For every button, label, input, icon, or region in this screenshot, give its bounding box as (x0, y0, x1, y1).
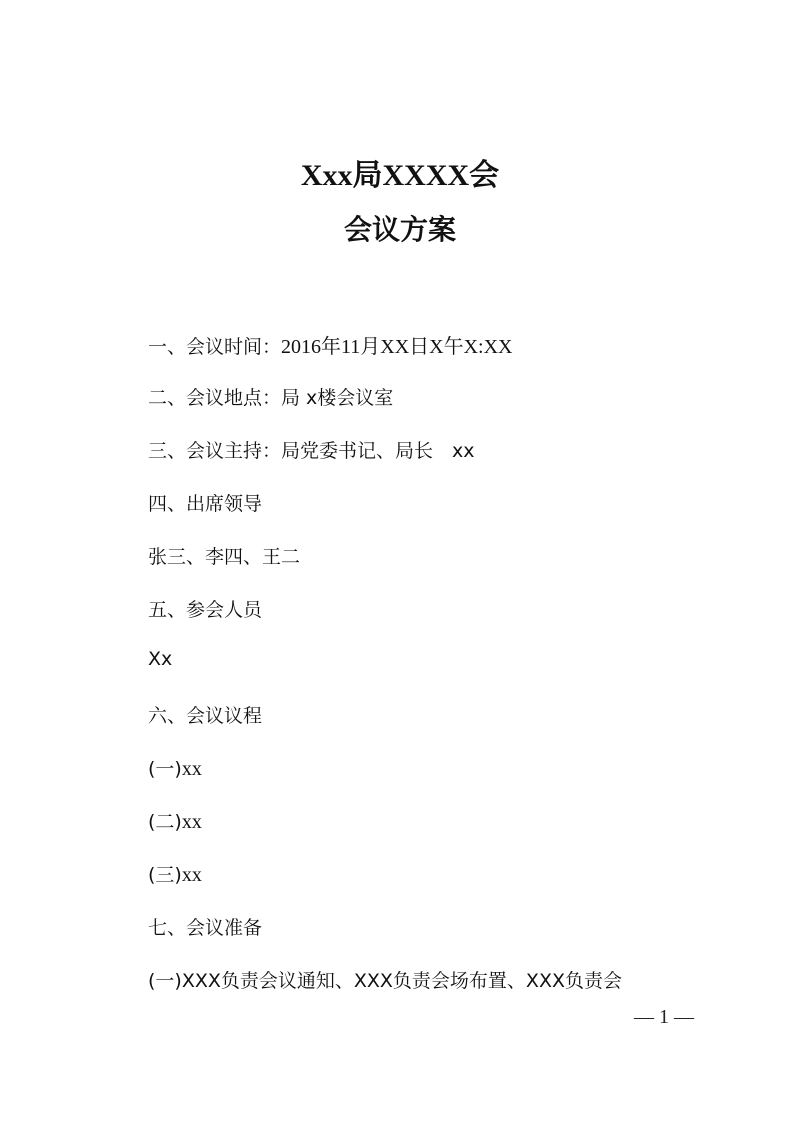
item-label: 三、会议主持： (148, 440, 282, 462)
section-preparation: 七、会议准备 (148, 917, 263, 939)
attendees-list: Xx (148, 648, 173, 670)
item-label: (二) (148, 811, 182, 833)
agenda-item-2 (148, 807, 202, 834)
document-title: Xxx局XXXX会 (300, 159, 500, 192)
item-label: (一) (148, 970, 182, 992)
item-value: 2016年11月XX日X午X:XX (281, 336, 513, 358)
item-label: 一、会议时间： (148, 336, 282, 358)
item-label: 二、会议地点： (148, 387, 282, 409)
item-label: (一) (148, 758, 182, 780)
item-value: 局党委书记、局长 xx (281, 440, 475, 462)
item-label: (三) (148, 864, 182, 886)
page-number: — 1 — (634, 1006, 694, 1028)
item-value: xx (181, 811, 202, 833)
section-agenda: 六、会议议程 (148, 705, 263, 727)
meeting-host (148, 436, 475, 463)
document-subtitle: 会议方案 (343, 213, 456, 246)
leaders-list: 张三、李四、王二 (148, 546, 301, 568)
section-attendees: 五、参会人员 (148, 599, 263, 621)
meeting-time (148, 330, 513, 359)
item-value: xx (181, 864, 202, 886)
item-value: xx (181, 758, 202, 780)
meeting-location (148, 383, 393, 410)
agenda-item-1 (148, 754, 202, 781)
agenda-item-3 (148, 860, 202, 887)
section-leaders: 四、出席领导 (148, 493, 263, 515)
preparation-item-1 (148, 966, 622, 993)
item-value: 局 x楼会议室 (281, 387, 394, 409)
item-value: XXX负责会议通知、XXX负责会场布置、XXX负责会 (181, 970, 622, 992)
